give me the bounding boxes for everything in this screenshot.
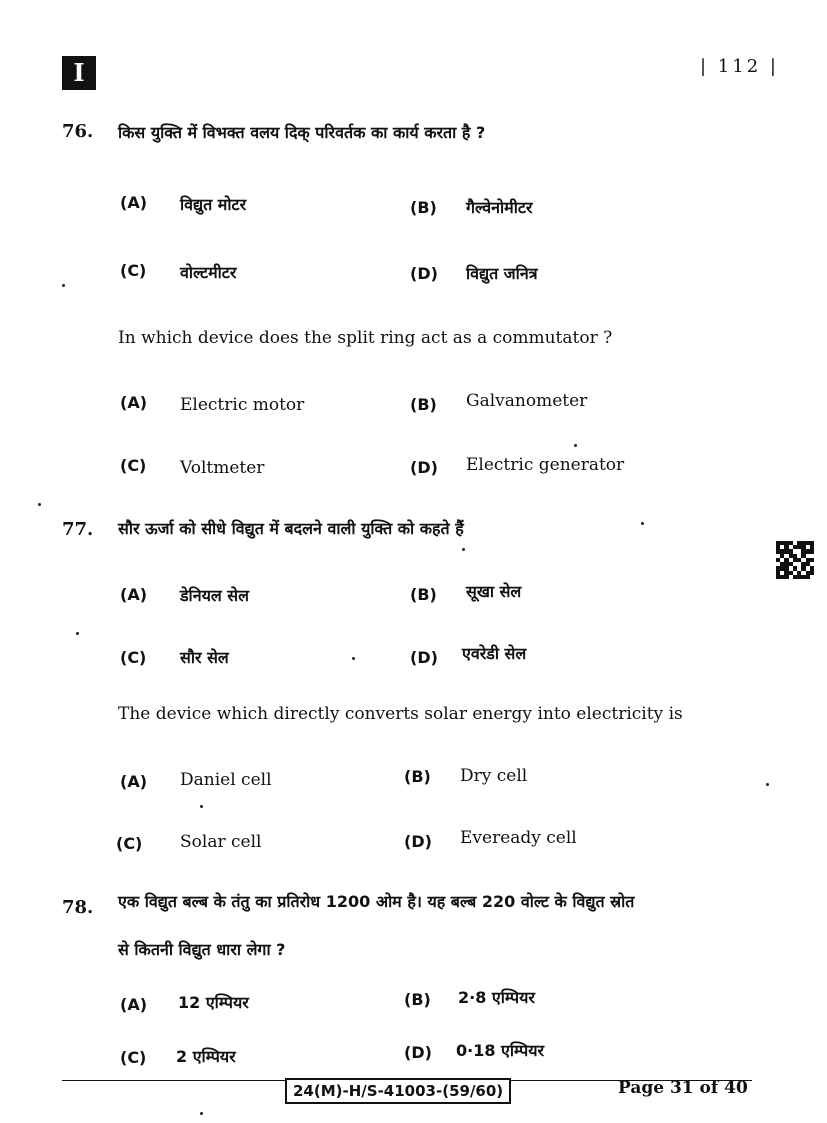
- q78-hi-option-a-text: 12 एम्पियर: [178, 993, 249, 1012]
- q77-hi-option-c-letter: (C): [120, 648, 147, 667]
- q76-hi-option-a-letter: (A): [120, 193, 148, 212]
- q76-en-option-b-letter: (B): [410, 395, 437, 414]
- q77-en-option-a-text: Daniel cell: [180, 770, 272, 790]
- q76-hi-option-b-text: गैल्वेनोमीटर: [466, 198, 533, 217]
- q76-en-option-a-letter: (A): [120, 393, 148, 412]
- scan-speck: [462, 548, 465, 551]
- q77-en-option-d-letter: (D): [404, 832, 432, 851]
- page-code: | 112 |: [700, 56, 779, 77]
- q77-hi-option-c-text: सौर सेल: [180, 648, 229, 667]
- question-77-text-hindi: सौर ऊर्जा को सीधे विद्युत में बदलने वाली युक्ति को कहते हैं: [118, 519, 464, 538]
- q77-en-option-b-letter: (B): [404, 767, 431, 786]
- question-76-number: 76.: [62, 121, 94, 142]
- scan-speck: [200, 1112, 203, 1115]
- q76-en-option-b-text: Galvanometer: [466, 391, 588, 411]
- q76-en-option-d-text: Electric generator: [466, 455, 625, 475]
- q76-en-option-d-letter: (D): [410, 458, 438, 477]
- scan-speck: [766, 783, 769, 786]
- q76-hi-option-b-letter: (B): [410, 198, 437, 217]
- scan-speck: [574, 444, 577, 447]
- scan-speck: [352, 657, 355, 660]
- q77-hi-option-d-text: एवरेडी सेल: [462, 644, 527, 663]
- scan-speck: [62, 284, 65, 287]
- q77-hi-option-b-text: सूखा सेल: [466, 582, 522, 601]
- question-77-text-english: The device which directly converts solar energy into electricity is: [118, 704, 683, 724]
- q78-hi-option-a-letter: (A): [120, 995, 148, 1014]
- q76-hi-option-a-text: विद्युत मोटर: [180, 195, 247, 214]
- q78-hi-option-d-letter: (D): [404, 1043, 432, 1062]
- question-78-number: 78.: [62, 897, 94, 918]
- q76-en-option-c-letter: (C): [120, 456, 147, 475]
- q76-hi-option-c-text: वोल्टमीटर: [180, 263, 237, 282]
- q77-hi-option-a-text: डेनियल सेल: [180, 586, 249, 605]
- q78-hi-option-c-text: 2 एम्पियर: [176, 1047, 236, 1066]
- question-76-text-hindi: किस युक्ति में विभक्त वलय दिक् परिवर्तक का कार्य करता है ?: [118, 123, 486, 142]
- q78-hi-option-c-letter: (C): [120, 1048, 147, 1067]
- q76-hi-option-d-text: विद्युत जनित्र: [466, 264, 538, 283]
- q77-en-option-c-letter: (C): [116, 834, 143, 853]
- q77-en-option-c-text: Solar cell: [180, 832, 262, 852]
- question-77-number: 77.: [62, 519, 94, 540]
- q77-en-option-a-letter: (A): [120, 772, 148, 791]
- question-78-text-hindi-line2: से कितनी विद्युत धारा लेगा ?: [118, 940, 286, 959]
- q78-hi-option-b-letter: (B): [404, 990, 431, 1009]
- q77-hi-option-d-letter: (D): [410, 648, 438, 667]
- paper-code: 24(M)-H/S-41003-(59/60): [285, 1078, 511, 1104]
- set-label-badge: I: [62, 56, 96, 90]
- page-number: Page 31 of 40: [618, 1078, 748, 1098]
- question-76-text-english: In which device does the split ring act as a commutator ?: [118, 328, 613, 348]
- q78-hi-option-d-text: 0·18 एम्पियर: [456, 1041, 545, 1060]
- scan-speck: [200, 805, 203, 808]
- q76-en-option-a-text: Electric motor: [180, 395, 305, 415]
- q76-en-option-c-text: Voltmeter: [180, 458, 265, 478]
- q76-hi-option-d-letter: (D): [410, 264, 438, 283]
- scan-speck: [38, 503, 41, 506]
- scan-speck: [76, 632, 79, 635]
- q78-hi-option-b-text: 2·8 एम्पियर: [458, 988, 535, 1007]
- question-78-text-hindi-line1: एक विद्युत बल्ब के तंतु का प्रतिरोध 1200 ओम है। यह बल्ब 220 वोल्ट के विद्युत स्रोत: [118, 892, 635, 911]
- scan-speck: [641, 522, 644, 525]
- q77-hi-option-a-letter: (A): [120, 585, 148, 604]
- q77-hi-option-b-letter: (B): [410, 585, 437, 604]
- q76-hi-option-c-letter: (C): [120, 261, 147, 280]
- q77-en-option-b-text: Dry cell: [460, 766, 528, 786]
- q77-en-option-d-text: Eveready cell: [460, 828, 577, 848]
- qr-code-icon: [776, 541, 814, 579]
